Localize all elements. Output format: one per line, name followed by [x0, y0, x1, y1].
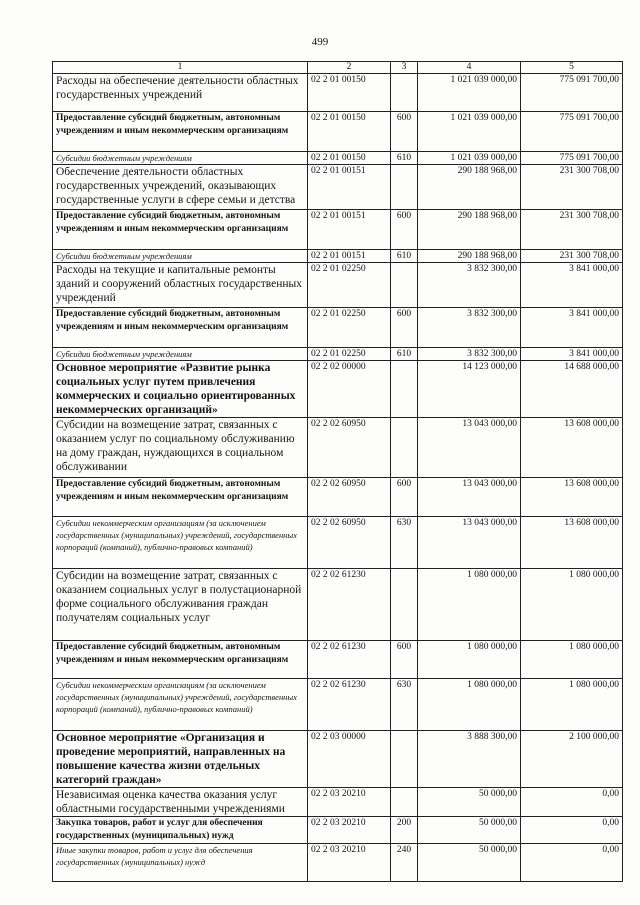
table-row — [53, 788, 623, 817]
row-amount-col5: 3 841 000,00 — [521, 308, 623, 348]
row-code: 02 2 02 61230 — [308, 679, 391, 731]
row-amount-col5: 1 080 000,00 — [521, 569, 623, 641]
row-name: Расходы на обеспечение деятельности областных государственных учреждений — [53, 74, 308, 112]
row-name: Основное мероприятие «Развитие рынка социальных услуг путем привлечения коммерческих и социально ориентированных некоммерческих организаций» — [53, 361, 308, 418]
row-expense-type — [391, 731, 418, 788]
row-amount-col4: 1 021 039 000,00 — [418, 74, 521, 112]
row-amount-col4: 13 043 000,00 — [418, 418, 521, 478]
row-code: 02 2 01 00150 — [308, 74, 391, 112]
row-amount-col4: 290 188 968,00 — [418, 165, 521, 210]
row-name: Субсидии бюджетным учреждениям — [53, 348, 308, 361]
table-row — [53, 250, 623, 263]
row-amount-col4: 1 080 000,00 — [418, 641, 521, 679]
table-row — [53, 731, 623, 788]
row-code: 02 2 02 00000 — [308, 361, 391, 418]
table-row — [53, 210, 623, 250]
row-amount-col4: 50 000,00 — [418, 788, 521, 817]
row-expense-type — [391, 569, 418, 641]
header-col-5: 5 — [521, 62, 623, 74]
row-amount-col5: 1 080 000,00 — [521, 679, 623, 731]
row-code: 02 2 01 00151 — [308, 210, 391, 250]
row-code: 02 2 01 02250 — [308, 263, 391, 308]
row-code: 02 2 03 00000 — [308, 731, 391, 788]
row-expense-type: 200 — [391, 817, 418, 844]
row-amount-col4: 1 080 000,00 — [418, 569, 521, 641]
row-name: Закупка товаров, работ и услуг для обеспечения государственных (муниципальных) нужд — [53, 817, 308, 844]
row-code: 02 2 02 60950 — [308, 517, 391, 569]
row-amount-col4: 13 043 000,00 — [418, 478, 521, 517]
row-amount-col4: 1 021 039 000,00 — [418, 112, 521, 152]
row-expense-type: 600 — [391, 308, 418, 348]
row-name: Субсидии бюджетным учреждениям — [53, 250, 308, 263]
row-code: 02 2 03 20210 — [308, 788, 391, 817]
row-amount-col4: 3 888 300,00 — [418, 731, 521, 788]
row-amount-col4: 3 832 300,00 — [418, 308, 521, 348]
row-name: Независимая оценка качества оказания услуг областными государственными учреждениями — [53, 788, 308, 817]
header-col-3: 3 — [391, 62, 418, 74]
table-body — [53, 74, 623, 882]
table-row — [53, 569, 623, 641]
row-amount-col4: 3 832 300,00 — [418, 263, 521, 308]
row-name: Субсидии на возмещение затрат, связанных с оказанием услуг по социальному обслуживанию на дому граждан, нуждающихся в социальном обслуживании — [53, 418, 308, 478]
row-code: 02 2 02 61230 — [308, 641, 391, 679]
row-expense-type: 630 — [391, 517, 418, 569]
row-code: 02 2 01 02250 — [308, 348, 391, 361]
page-number: 499 — [311, 36, 329, 48]
row-name: Субсидии на возмещение затрат, связанных с оказанием социальных услуг в полустационарной форме социального обслуживания граждан получателям социальных услуг — [53, 569, 308, 641]
row-amount-col5: 775 091 700,00 — [521, 74, 623, 112]
row-expense-type: 240 — [391, 844, 418, 882]
row-amount-col4: 50 000,00 — [418, 844, 521, 882]
row-amount-col5: 775 091 700,00 — [521, 112, 623, 152]
table-row — [53, 165, 623, 210]
table-row — [53, 152, 623, 165]
row-expense-type: 600 — [391, 641, 418, 679]
budget-table — [52, 61, 623, 882]
table-row — [53, 361, 623, 418]
row-amount-col4: 3 832 300,00 — [418, 348, 521, 361]
row-code: 02 2 01 00151 — [308, 165, 391, 210]
row-name: Предоставление субсидий бюджетным, автономным учреждениям и иным некоммерческим организациям — [53, 478, 308, 517]
table-row — [53, 308, 623, 348]
row-expense-type: 630 — [391, 679, 418, 731]
row-expense-type — [391, 788, 418, 817]
row-amount-col5: 13 608 000,00 — [521, 418, 623, 478]
row-amount-col5: 231 300 708,00 — [521, 250, 623, 263]
row-amount-col4: 1 080 000,00 — [418, 679, 521, 731]
row-expense-type — [391, 74, 418, 112]
row-amount-col4: 14 123 000,00 — [418, 361, 521, 418]
row-amount-col5: 231 300 708,00 — [521, 165, 623, 210]
row-name: Обеспечение деятельности областных государственных учреждений, оказывающих государственные услуги в сфере семьи и детства — [53, 165, 308, 210]
row-amount-col5: 2 100 000,00 — [521, 731, 623, 788]
row-expense-type — [391, 361, 418, 418]
row-expense-type: 600 — [391, 112, 418, 152]
table-row — [53, 517, 623, 569]
row-amount-col5: 0,00 — [521, 844, 623, 882]
row-code: 02 2 01 00150 — [308, 152, 391, 165]
row-amount-col5: 0,00 — [521, 788, 623, 817]
header-col-1: 1 — [53, 62, 308, 74]
row-code: 02 2 01 00150 — [308, 112, 391, 152]
row-amount-col5: 13 608 000,00 — [521, 517, 623, 569]
row-code: 02 2 03 20210 — [308, 817, 391, 844]
row-code: 02 2 02 60950 — [308, 418, 391, 478]
table-row — [53, 112, 623, 152]
table-row — [53, 844, 623, 882]
row-expense-type — [391, 418, 418, 478]
row-code: 02 2 01 00151 — [308, 250, 391, 263]
row-expense-type: 600 — [391, 478, 418, 517]
row-code: 02 2 03 20210 — [308, 844, 391, 882]
table-row — [53, 263, 623, 308]
row-amount-col4: 13 043 000,00 — [418, 517, 521, 569]
row-name: Основное мероприятие «Организация и проведение мероприятий, направленных на повышение качества жизни отдельных категорий граждан» — [53, 731, 308, 788]
row-expense-type — [391, 263, 418, 308]
row-amount-col5: 775 091 700,00 — [521, 152, 623, 165]
table-row — [53, 478, 623, 517]
row-amount-col5: 14 688 000,00 — [521, 361, 623, 418]
row-name: Предоставление субсидий бюджетным, автономным учреждениям и иным некоммерческим организациям — [53, 308, 308, 348]
table-row — [53, 348, 623, 361]
row-amount-col4: 290 188 968,00 — [418, 250, 521, 263]
header-col-2: 2 — [308, 62, 391, 74]
row-amount-col4: 50 000,00 — [418, 817, 521, 844]
row-expense-type: 610 — [391, 348, 418, 361]
row-name: Расходы на текущие и капитальные ремонты зданий и сооружений областных государственных учреждений — [53, 263, 308, 308]
row-name: Предоставление субсидий бюджетным, автономным учреждениям и иным некоммерческим организациям — [53, 112, 308, 152]
row-expense-type: 610 — [391, 152, 418, 165]
row-name: Предоставление субсидий бюджетным, автономным учреждениям и иным некоммерческим организациям — [53, 210, 308, 250]
table-row — [53, 641, 623, 679]
row-name: Предоставление субсидий бюджетным, автономным учреждениям и иным некоммерческим организациям — [53, 641, 308, 679]
row-amount-col4: 290 188 968,00 — [418, 210, 521, 250]
row-amount-col5: 1 080 000,00 — [521, 641, 623, 679]
row-code: 02 2 02 60950 — [308, 478, 391, 517]
row-amount-col5: 231 300 708,00 — [521, 210, 623, 250]
table-row — [53, 679, 623, 731]
row-amount-col4: 1 021 039 000,00 — [418, 152, 521, 165]
row-code: 02 2 02 61230 — [308, 569, 391, 641]
table-row — [53, 418, 623, 478]
table-row — [53, 74, 623, 112]
row-amount-col5: 0,00 — [521, 817, 623, 844]
row-name: Субсидии бюджетным учреждениям — [53, 152, 308, 165]
header-col-4: 4 — [418, 62, 521, 74]
row-name: Иные закупки товаров, работ и услуг для обеспечения государственных (муниципальных) нужд — [53, 844, 308, 882]
row-amount-col5: 3 841 000,00 — [521, 263, 623, 308]
row-amount-col5: 13 608 000,00 — [521, 478, 623, 517]
table-row — [53, 817, 623, 844]
row-expense-type — [391, 165, 418, 210]
row-code: 02 2 01 02250 — [308, 308, 391, 348]
row-expense-type: 610 — [391, 250, 418, 263]
table-header-row — [53, 62, 623, 74]
row-name: Субсидии некоммерческим организациям (за исключением государственных (муниципальных) учреждений, государственных корпораций (компаний), публично-правовых компаний) — [53, 517, 308, 569]
row-name: Субсидии некоммерческим организациям (за исключением государственных (муниципальных) учреждений, государственных корпораций (компаний), публично-правовых компаний) — [53, 679, 308, 731]
row-amount-col5: 3 841 000,00 — [521, 348, 623, 361]
row-expense-type: 600 — [391, 210, 418, 250]
